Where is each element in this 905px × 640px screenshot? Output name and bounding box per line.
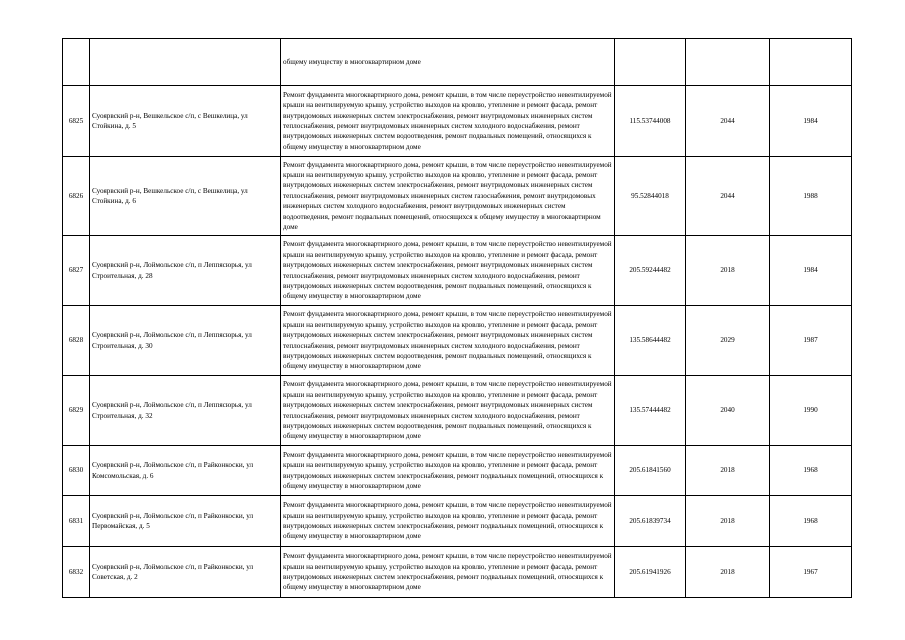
repair-year-cell: 2040 [686, 376, 770, 446]
row-number: 6831 [63, 496, 90, 547]
repair-program-table [62, 38, 852, 598]
build-year-cell [770, 39, 852, 86]
build-year-cell: 1968 [770, 496, 852, 547]
cost-cell: 205.59244482 [615, 236, 686, 306]
row-number: 6826 [63, 157, 90, 236]
works-cell: Ремонт фундамента многоквартирного дома, ремонт крыши, в том числе переустройство невентилируемой крыши на вентилируемую крышу, устройство выходов на кровлю, утепление и ремонт фасада, ремонт внутридомовых инженерных систем электроснабжения, ремонт внутридомовых инженерных систем теплоснабжения, ремонт внутридомовых инженерных систем газоснабжения, ремонт внутридомовых инженерных систем холодного водоснабжения, ремонт внутридомовых инженерных систем водоотведения, ремонт подвальных помещений, относящихся к общему имуществу в многоквартирном доме [281, 157, 615, 236]
row-number: 6832 [63, 547, 90, 598]
repair-year-cell: 2044 [686, 86, 770, 157]
repair-year-cell: 2018 [686, 547, 770, 598]
row-number: 6829 [63, 376, 90, 446]
cost-cell [615, 39, 686, 86]
works-cell: Ремонт фундамента многоквартирного дома, ремонт крыши, в том числе переустройство невентилируемой крыши на вентилируемую крышу, устройство выходов на кровлю, утепление и ремонт фасада, ремонт внутридомовых инженерных систем электроснабжения, ремонт внутридомовых инженерных систем теплоснабжения, ремонт внутридомовых инженерных систем холодного водоснабжения, ремонт внутридомовых инженерных систем водоотведения, ремонт подвальных помещений, относящихся к общему имуществу в многоквартирном доме [281, 86, 615, 157]
row-number: 6830 [63, 446, 90, 496]
repair-year-cell: 2018 [686, 496, 770, 547]
repair-year-cell: 2044 [686, 157, 770, 236]
build-year-cell: 1988 [770, 157, 852, 236]
works-cell: Ремонт фундамента многоквартирного дома, ремонт крыши, в том числе переустройство невентилируемой крыши на вентилируемую крышу, устройство выходов на кровлю, утепление и ремонт фасада, ремонт внутридомовых инженерных систем электроснабжения, ремонт подвальных помещений, относящихся к общему имуществу в многоквартирном доме [281, 547, 615, 598]
row-number: 6825 [63, 86, 90, 157]
table-row [63, 376, 852, 446]
cost-cell: 95.52844018 [615, 157, 686, 236]
build-year-cell: 1987 [770, 306, 852, 376]
address-cell: Суоярвский р-н, Лоймольское с/п, п Райконкоски, ул Первомайская, д. 5 [90, 496, 281, 547]
build-year-cell: 1984 [770, 86, 852, 157]
works-cell: Ремонт фундамента многоквартирного дома, ремонт крыши, в том числе переустройство невентилируемой крыши на вентилируемую крышу, устройство выходов на кровлю, утепление и ремонт фасада, ремонт внутридомовых инженерных систем электроснабжения, ремонт внутридомовых инженерных систем теплоснабжения, ремонт внутридомовых инженерных систем холодного водоснабжения, ремонт внутридомовых инженерных систем водоотведения, ремонт подвальных помещений, относящихся к общему имуществу в многоквартирном доме [281, 376, 615, 446]
table-row [63, 157, 852, 236]
address-cell: Суоярвский р-н, Вешкельское с/п, с Вешкелица, ул Стойкина, д. 5 [90, 86, 281, 157]
table-row [63, 306, 852, 376]
works-cell: Ремонт фундамента многоквартирного дома, ремонт крыши, в том числе переустройство невентилируемой крыши на вентилируемую крышу, устройство выходов на кровлю, утепление и ремонт фасада, ремонт внутридомовых инженерных систем электроснабжения, ремонт подвальных помещений, относящихся к общему имуществу в многоквартирном доме [281, 446, 615, 496]
works-cell: Ремонт фундамента многоквартирного дома, ремонт крыши, в том числе переустройство невентилируемой крыши на вентилируемую крышу, устройство выходов на кровлю, утепление и ремонт фасада, ремонт внутридомовых инженерных систем электроснабжения, ремонт внутридомовых инженерных систем теплоснабжения, ремонт внутридомовых инженерных систем холодного водоснабжения, ремонт внутридомовых инженерных систем водоотведения, ремонт подвальных помещений, относящихся к общему имуществу в многоквартирном доме [281, 306, 615, 376]
table-row [63, 547, 852, 598]
row-number [63, 39, 90, 86]
row-number: 6828 [63, 306, 90, 376]
address-cell: Суоярвский р-н, Лоймольское с/п, п Райконкоски, ул Комсомольская, д. 6 [90, 446, 281, 496]
works-cell: Ремонт фундамента многоквартирного дома, ремонт крыши, в том числе переустройство невентилируемой крыши на вентилируемую крышу, устройство выходов на кровлю, утепление и ремонт фасада, ремонт внутридомовых инженерных систем электроснабжения, ремонт внутридомовых инженерных систем теплоснабжения, ремонт внутридомовых инженерных систем холодного водоснабжения, ремонт внутридомовых инженерных систем водоотведения, ремонт подвальных помещений, относящихся к общему имуществу в многоквартирном доме [281, 236, 615, 306]
address-cell: Суоярвский р-н, Лоймольское с/п, п Леппясюрья, ул Строительная, д. 30 [90, 306, 281, 376]
build-year-cell: 1968 [770, 446, 852, 496]
build-year-cell: 1984 [770, 236, 852, 306]
address-cell: Суоярвский р-н, Вешкельское с/п, с Вешкелица, ул Стойкина, д. 6 [90, 157, 281, 236]
repair-year-cell: 2018 [686, 446, 770, 496]
cost-cell: 205.61941926 [615, 547, 686, 598]
table-row [63, 236, 852, 306]
table-row [63, 86, 852, 157]
repair-year-cell [686, 39, 770, 86]
works-cell: Ремонт фундамента многоквартирного дома, ремонт крыши, в том числе переустройство невентилируемой крыши на вентилируемую крышу, устройство выходов на кровлю, утепление и ремонт фасада, ремонт внутридомовых инженерных систем электроснабжения, ремонт подвальных помещений, относящихся к общему имуществу в многоквартирном доме [281, 496, 615, 547]
address-cell [90, 39, 281, 86]
table-row [63, 446, 852, 496]
row-number: 6827 [63, 236, 90, 306]
cost-cell: 135.58644482 [615, 306, 686, 376]
cost-cell: 205.61841560 [615, 446, 686, 496]
build-year-cell: 1990 [770, 376, 852, 446]
table-row [63, 39, 852, 86]
address-cell: Суоярвский р-н, Лоймольское с/п, п Леппясюрья, ул Строительная, д. 32 [90, 376, 281, 446]
cost-cell: 135.57444482 [615, 376, 686, 446]
repair-year-cell: 2029 [686, 306, 770, 376]
works-cell: общему имуществу в многоквартирном доме [281, 39, 615, 86]
repair-year-cell: 2018 [686, 236, 770, 306]
cost-cell: 115.53744008 [615, 86, 686, 157]
address-cell: Суоярвский р-н, Лоймольское с/п, п Леппясюрья, ул Строительная, д. 28 [90, 236, 281, 306]
cost-cell: 205.61839734 [615, 496, 686, 547]
address-cell: Суоярвский р-н, Лоймольское с/п, п Райконкоски, ул Советская, д. 2 [90, 547, 281, 598]
table-row [63, 496, 852, 547]
build-year-cell: 1967 [770, 547, 852, 598]
